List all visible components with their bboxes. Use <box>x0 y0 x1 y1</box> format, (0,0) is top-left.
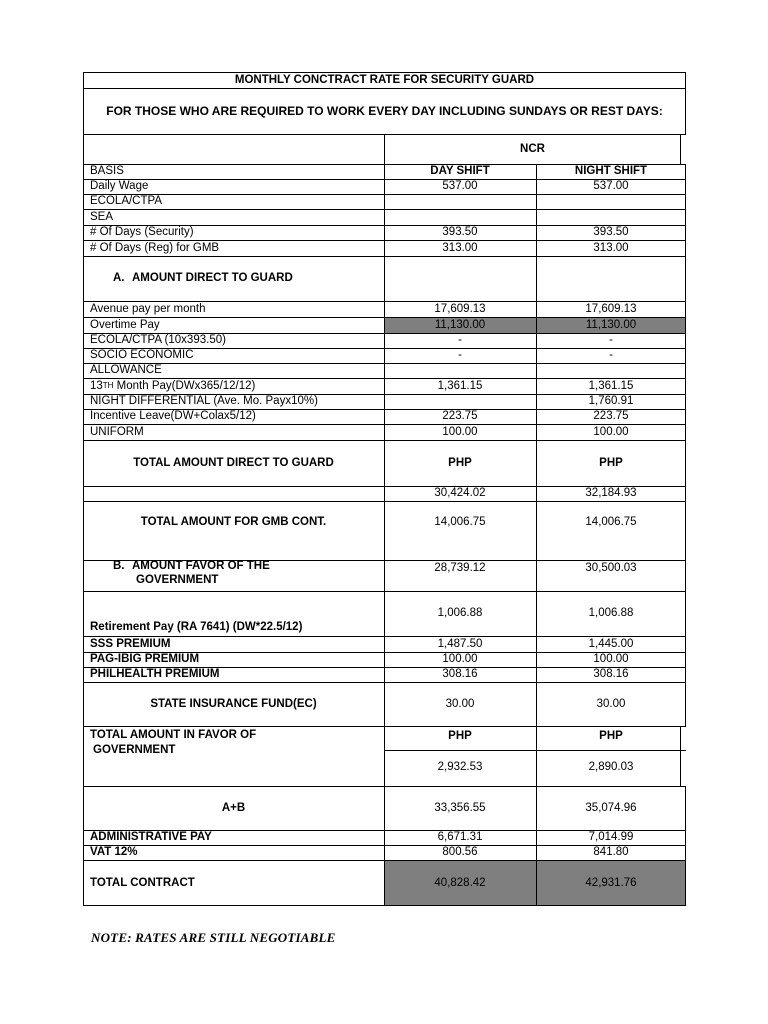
day-value: 100.00 <box>442 425 478 438</box>
row-label: # Of Days (Reg) for GMB <box>90 241 220 254</box>
day-value: PHP <box>448 456 472 469</box>
total-contract-label: TOTAL CONTRACT <box>90 876 195 889</box>
day-value: 223.75 <box>442 410 478 422</box>
night-value: PHP <box>599 730 623 742</box>
day-value: 6,671.31 <box>437 831 483 843</box>
row-label: Incentive Leave(DW+Colax5/12) <box>90 410 256 422</box>
section-a-heading <box>113 256 373 301</box>
row-label: SSS PREMIUM <box>90 637 171 650</box>
day-value: 11,130.00 <box>434 318 486 331</box>
label-part: 13 <box>90 379 103 392</box>
night-value: 42,931.76 <box>585 876 637 889</box>
day-value: 14,006.75 <box>434 516 486 528</box>
section-b-letter: B. <box>113 560 125 572</box>
night-value: 100.00 <box>593 425 629 438</box>
row-label: NIGHT DIFFERENTIAL (Ave. Mo. Payx10%) <box>90 395 318 407</box>
row-label: # Of Days (Security) <box>90 226 194 238</box>
row-label: VAT 12% <box>90 846 138 858</box>
subtitle-row <box>83 88 686 134</box>
row-label: 13 TH Month Pay(DWx365/12/12) <box>90 379 256 392</box>
day-value: 308.16 <box>442 668 478 680</box>
day-value: 393.50 <box>442 226 478 238</box>
row-label: Overtime Pay <box>90 318 160 331</box>
row-label: SEA <box>90 210 114 223</box>
row-label: UNIFORM <box>90 425 144 438</box>
negotiable-note: NOTE: RATES ARE STILL NEGOTIABLE <box>91 930 336 945</box>
total-direct-label: TOTAL AMOUNT DIRECT TO GUARD <box>133 456 334 469</box>
row-label: ADMINISTRATIVE PAY <box>90 831 212 843</box>
total-gov-line1: TOTAL AMOUNT IN FAVOR OF <box>90 729 257 741</box>
row-label: PHILHEALTH PREMIUM <box>90 668 220 680</box>
night-value: 100.00 <box>593 653 629 665</box>
day-value: 800.56 <box>442 846 478 858</box>
section-a-label: AMOUNT DIRECT TO GUARD <box>132 272 293 284</box>
row-label: Daily Wage <box>90 180 149 192</box>
night-value: 32,184.93 <box>585 487 637 499</box>
contract-rate-table <box>83 72 686 906</box>
row-label: SOCIO ECONOMIC <box>90 349 194 361</box>
total-gov-line2: GOVERNMENT <box>93 744 176 756</box>
day-value: 537.00 <box>442 180 478 192</box>
night-value: 308.16 <box>593 668 629 680</box>
table-title: MONTHLY CONCTRACT RATE FOR SECURITY GUARD <box>234 73 535 86</box>
day-value: 40,828.42 <box>434 876 486 889</box>
day-value: 100.00 <box>442 653 478 665</box>
night-value: 30.00 <box>596 697 626 710</box>
total-gmb-label: TOTAL AMOUNT FOR GMB CONT. <box>140 516 327 528</box>
row-label: Avenue pay per month <box>90 302 206 315</box>
title-row <box>83 72 686 88</box>
section-b-heading <box>113 560 373 591</box>
day-value: 30.00 <box>445 697 475 710</box>
night-value: 14,006.75 <box>585 516 637 528</box>
day-value: - <box>458 334 462 346</box>
night-value: - <box>609 334 613 346</box>
day-value: 17,609.13 <box>434 302 486 315</box>
row-label: PAG-IBIG PREMIUM <box>90 653 200 665</box>
total-gov-label <box>83 726 384 786</box>
section-b-label-line2: GOVERNMENT <box>136 574 219 586</box>
night-value: 2,890.03 <box>588 760 634 773</box>
day-value: 30,424.02 <box>434 487 486 499</box>
night-value: 313.00 <box>593 241 629 254</box>
night-value: 393.50 <box>593 226 629 238</box>
night-value: 11,130.00 <box>585 318 637 331</box>
night-value: 1,361.15 <box>588 379 634 392</box>
section-a-letter: A. <box>113 272 125 284</box>
night-value: 30,500.03 <box>585 562 637 574</box>
row-label: ECOLA/CTPA (10x393.50) <box>90 334 226 346</box>
day-value: - <box>458 349 462 361</box>
night-value: - <box>609 349 613 361</box>
day-value: 1,361.15 <box>437 379 483 392</box>
night-shift-header: NIGHT SHIFT <box>574 165 648 177</box>
section-b-line1 <box>113 560 270 573</box>
day-shift-header: DAY SHIFT <box>430 165 490 177</box>
night-value: 1,445.00 <box>588 637 634 650</box>
day-value: 33,356.55 <box>434 801 486 814</box>
night-value: 7,014.99 <box>588 831 634 843</box>
day-value: 313.00 <box>442 241 478 254</box>
row-label: Retirement Pay (RA 7641) (DW*22.5/12) <box>90 621 303 633</box>
night-value: 537.00 <box>593 180 629 192</box>
night-value: 1,760.91 <box>588 395 634 407</box>
night-value: 35,074.96 <box>585 801 637 814</box>
section-b-label: AMOUNT FAVOR OF THE <box>132 560 270 572</box>
day-value: 1,487.50 <box>437 637 483 650</box>
night-value: 841.80 <box>593 846 629 858</box>
night-value: PHP <box>599 456 623 469</box>
table-subtitle: FOR THOSE WHO ARE REQUIRED TO WORK EVERY DAY INCLUDING SUNDAYS OR REST DAYS: <box>106 103 663 118</box>
day-value: 2,932.53 <box>437 760 483 773</box>
row-label: ECOLA/CTPA <box>90 195 162 207</box>
label-part: Month Pay(DWx365/12/12) <box>113 379 256 392</box>
day-value: 1,006.88 <box>437 607 483 619</box>
night-value: 223.75 <box>593 410 629 422</box>
a-plus-b-label: A+B <box>221 801 246 814</box>
basis-header: BASIS <box>90 165 124 177</box>
night-value: 1,006.88 <box>588 607 634 619</box>
row-label: ALLOWANCE <box>90 364 162 376</box>
night-value: 17,609.13 <box>585 302 637 315</box>
day-value: PHP <box>448 730 472 742</box>
day-value: 28,739.12 <box>434 562 486 574</box>
region-label: NCR <box>520 142 545 155</box>
sif-label: STATE INSURANCE FUND(EC) <box>150 697 317 710</box>
